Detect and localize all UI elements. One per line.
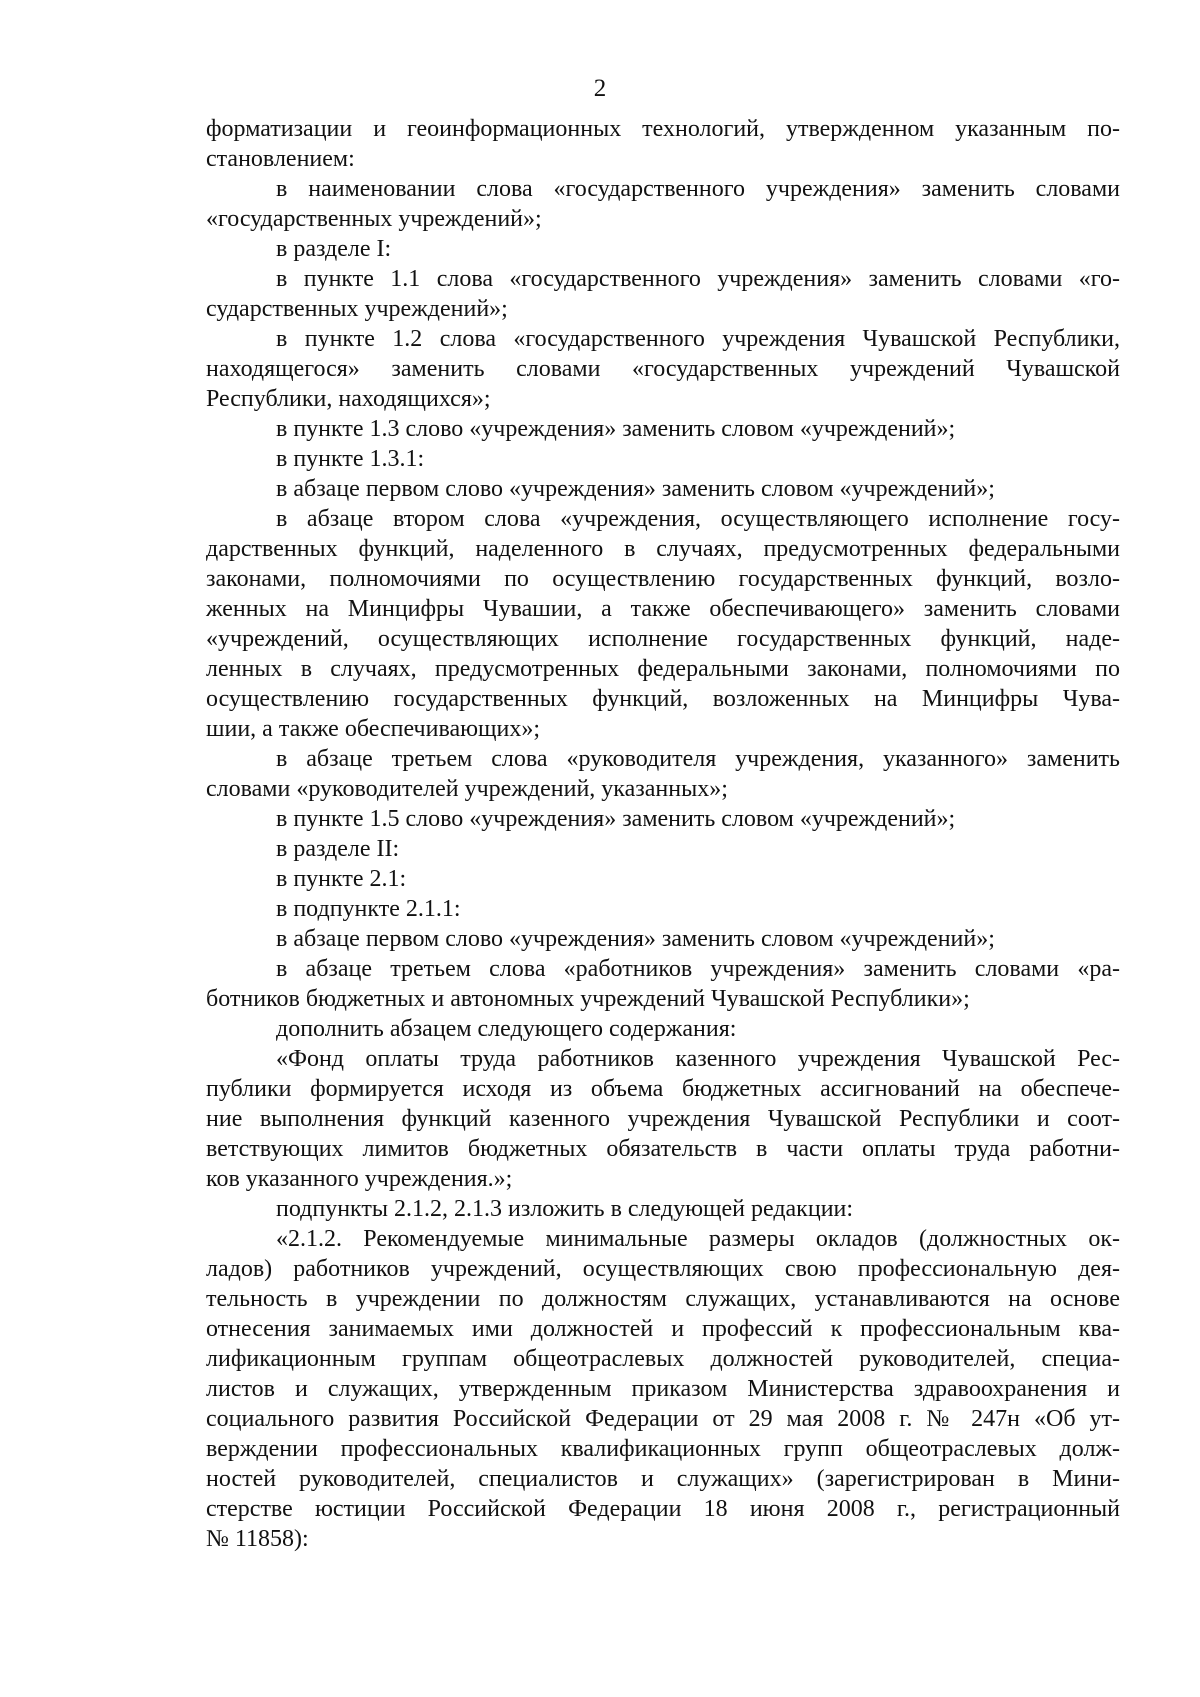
text-line: законами, полномочиями по осуществлению государственных функций, возло- xyxy=(206,566,1120,592)
text-line: листов и служащих, утвержденным приказом Министерства здравоохранения и xyxy=(206,1376,1120,1402)
document-body xyxy=(206,114,1120,1554)
text-line: в абзаце первом слово «учреждения» заменить словом «учреждений»; xyxy=(276,926,995,952)
text-line: осуществлению государственных функций, возложенных на Минцифры Чува- xyxy=(206,686,1120,712)
text-line: лификационным группам общеотраслевых должностей руководителей, специа- xyxy=(206,1346,1120,1372)
text-line: «учреждений, осуществляющих исполнение государственных функций, наде- xyxy=(206,626,1120,652)
text-line: находящегося» заменить словами «государственных учреждений Чувашской xyxy=(206,356,1120,382)
text-line: «Фонд оплаты труда работников казенного учреждения Чувашской Рес- xyxy=(276,1046,1120,1072)
text-line: в абзаце третьем слова «руководителя учреждения, указанного» заменить xyxy=(276,746,1120,772)
text-line: № 11858): xyxy=(206,1526,309,1552)
text-line: в пункте 1.1 слова «государственного учреждения» заменить словами «го- xyxy=(276,266,1120,292)
text-line: верждении профессиональных квалификационных групп общеотраслевых долж- xyxy=(206,1436,1120,1462)
text-line: в пункте 2.1: xyxy=(276,866,407,892)
text-line: в пункте 1.5 слово «учреждения» заменить словом «учреждений»; xyxy=(276,806,956,832)
text-line: ботников бюджетных и автономных учреждений Чувашской Республики»; xyxy=(206,986,970,1012)
text-line: в пункте 1.3.1: xyxy=(276,446,425,472)
text-line: подпункты 2.1.2, 2.1.3 изложить в следующей редакции: xyxy=(276,1196,854,1222)
text-line: в разделе II: xyxy=(276,836,400,862)
text-line: женных на Минцифры Чувашии, а также обеспечивающего» заменить словами xyxy=(206,596,1120,622)
text-line: в абзаце третьем слова «работников учреждения» заменить словами «ра- xyxy=(276,956,1120,982)
text-line: стерстве юстиции Российской Федерации 18 июня 2008 г., регистрационный xyxy=(206,1496,1120,1522)
text-line: ветствующих лимитов бюджетных обязательств в части оплаты труда работни- xyxy=(206,1136,1120,1162)
text-line: в пункте 1.3 слово «учреждения» заменить словом «учреждений»; xyxy=(276,416,956,442)
text-line: в подпункте 2.1.1: xyxy=(276,896,461,922)
text-line: отнесения занимаемых ими должностей и профессий к профессиональным ква- xyxy=(206,1316,1120,1342)
text-line: становлением: xyxy=(206,146,355,172)
text-line: шии, а также обеспечивающих»; xyxy=(206,716,541,742)
text-line: словами «руководителей учреждений, указанных»; xyxy=(206,776,728,802)
text-line: в абзаце втором слова «учреждения, осуществляющего исполнение госу- xyxy=(276,506,1120,532)
text-line: публики формируется исходя из объема бюджетных ассигнований на обеспече- xyxy=(206,1076,1120,1102)
text-line: в пункте 1.2 слова «государственного учреждения Чувашской Республики, xyxy=(276,326,1120,352)
text-line: «2.1.2. Рекомендуемые минимальные размеры окладов (должностных ок- xyxy=(276,1226,1120,1252)
text-line: форматизации и геоинформационных технологий, утвержденном указанным по- xyxy=(206,116,1120,142)
text-line: ладов) работников учреждений, осуществляющих свою профессиональную дея- xyxy=(206,1256,1120,1282)
text-line: социального развития Российской Федерации от 29 мая 2008 г. № 247н «Об ут- xyxy=(206,1406,1120,1432)
text-line: в абзаце первом слово «учреждения» заменить словом «учреждений»; xyxy=(276,476,995,502)
text-line: «государственных учреждений»; xyxy=(206,206,542,232)
text-line: тельность в учреждении по должностям служащих, устанавливаются на основе xyxy=(206,1286,1120,1312)
text-line: в наименовании слова «государственного учреждения» заменить словами xyxy=(276,176,1120,202)
text-line: дарственных функций, наделенного в случаях, предусмотренных федеральными xyxy=(206,536,1120,562)
text-line: ностей руководителей, специалистов и служащих» (зарегистрирован в Мини- xyxy=(206,1466,1120,1492)
text-line: ков указанного учреждения.»; xyxy=(206,1166,513,1192)
text-line: Республики, находящихся»; xyxy=(206,386,491,412)
text-line: дополнить абзацем следующего содержания: xyxy=(276,1016,737,1042)
text-line: в разделе I: xyxy=(276,236,392,262)
page-number: 2 xyxy=(593,75,607,102)
text-line: сударственных учреждений»; xyxy=(206,296,508,322)
text-line: ленных в случаях, предусмотренных федеральными законами, полномочиями по xyxy=(206,656,1120,682)
text-line: ние выполнения функций казенного учреждения Чувашской Республики и соот- xyxy=(206,1106,1120,1132)
